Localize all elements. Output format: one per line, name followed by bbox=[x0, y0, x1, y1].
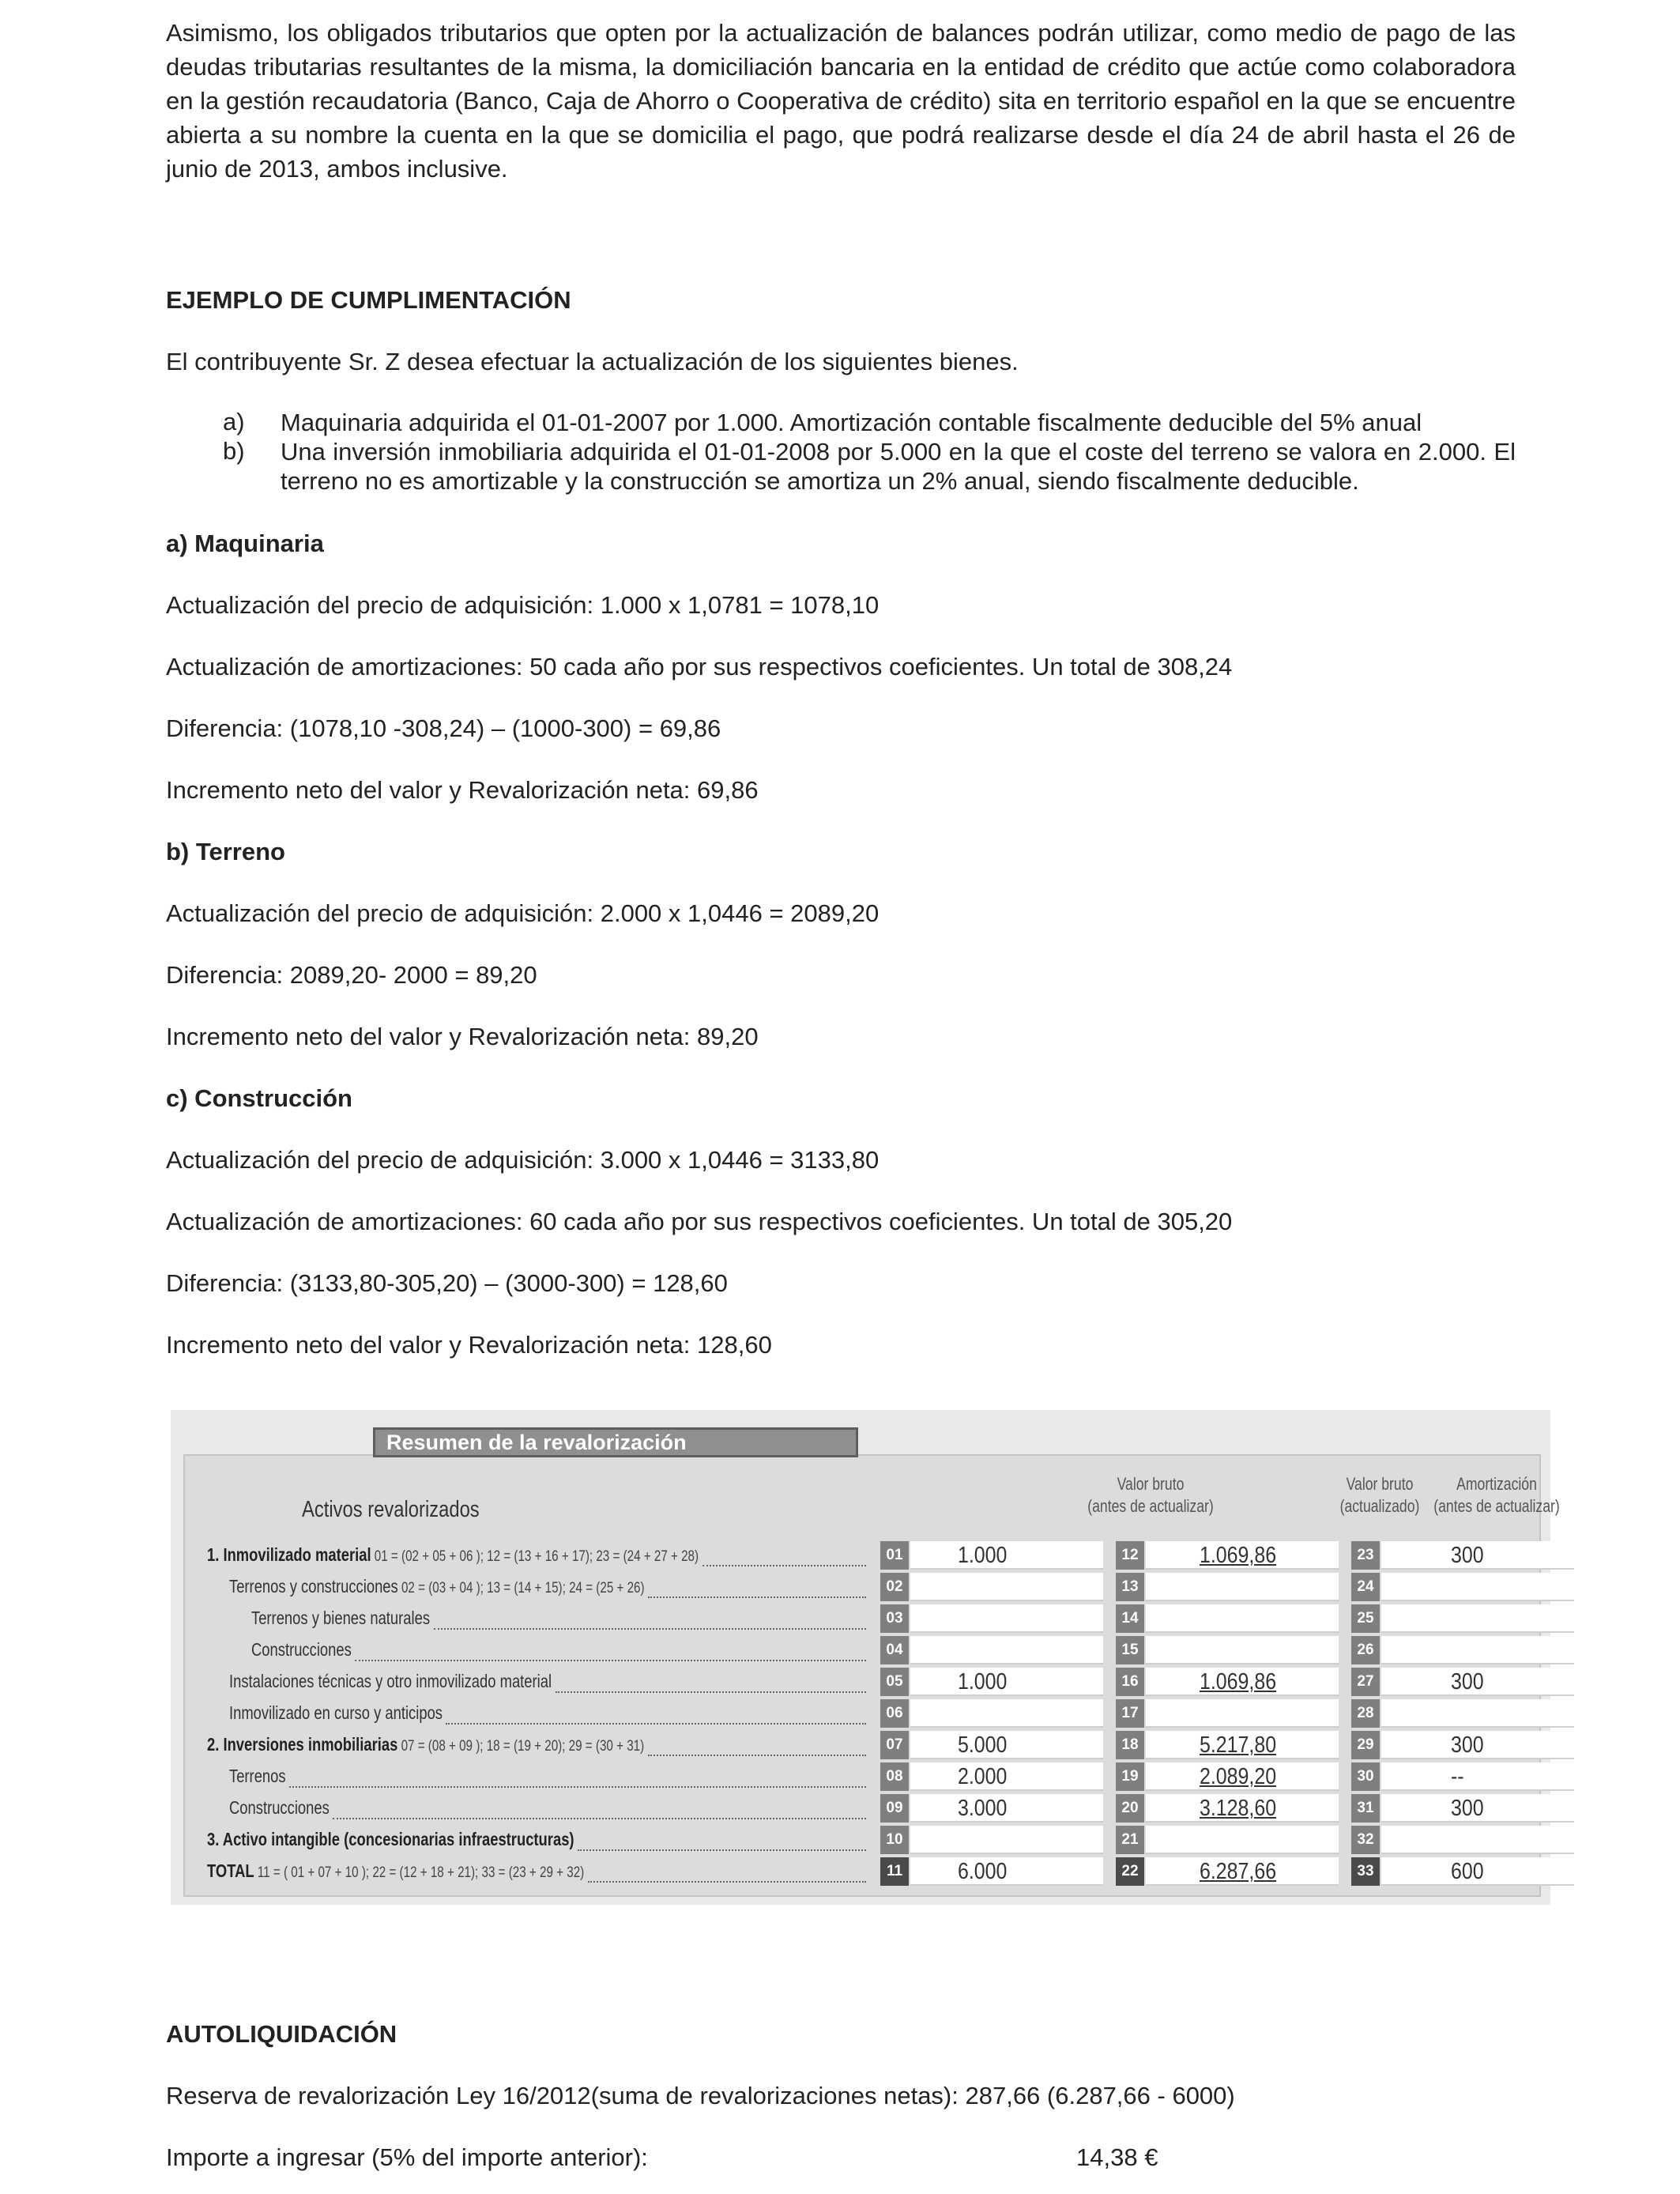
form-row-label bbox=[207, 1860, 584, 1882]
amount-field[interactable] bbox=[1381, 1762, 1574, 1791]
list-item-mark-a: a) bbox=[223, 408, 245, 435]
box-code-badge: 07 bbox=[880, 1731, 909, 1759]
form-row-label-text: Terrenos y bienes naturales bbox=[251, 1608, 431, 1628]
terreno-line-2: Diferencia: 2089,20- 2000 = 89,20 bbox=[166, 961, 537, 989]
amount-field[interactable] bbox=[1146, 1636, 1339, 1664]
form-row-label-text: Inmovilizado en curso y anticipos bbox=[229, 1702, 443, 1723]
amount-field[interactable] bbox=[1381, 1826, 1574, 1854]
form-row-label-bold: 1. Inmovilizado material bbox=[207, 1544, 371, 1565]
construccion-line-4: Incremento neto del valor y Revalorización neta: 128,60 bbox=[166, 1331, 772, 1359]
box-code-badge: 21 bbox=[1116, 1826, 1144, 1854]
form-row-label-bold: 2. Inversiones inmobiliarias bbox=[207, 1734, 398, 1755]
amount-value: 300 bbox=[1451, 1669, 1484, 1695]
maquinaria-line-1: Actualización del precio de adquisición: 1.000 x 1,0781 = 1078,10 bbox=[166, 591, 880, 619]
box-code-badge: 09 bbox=[880, 1794, 909, 1823]
form-row-label bbox=[229, 1766, 286, 1787]
form-row-label bbox=[229, 1797, 330, 1819]
box-code-badge: 32 bbox=[1351, 1826, 1380, 1854]
terreno-line-1: Actualización del precio de adquisición: 2.000 x 1,0446 = 2089,20 bbox=[166, 899, 880, 927]
amount-field[interactable] bbox=[910, 1604, 1103, 1633]
list-item-mark-b: b) bbox=[223, 437, 245, 465]
activos-header: Activos revalorizados bbox=[302, 1497, 480, 1522]
amount-value: 6.287,66 bbox=[1200, 1859, 1277, 1884]
col1-line2: (antes de actualizar) bbox=[1087, 1496, 1214, 1516]
form-row-label bbox=[207, 1829, 574, 1850]
amount-value: 300 bbox=[1451, 1732, 1484, 1758]
amount-value: 600 bbox=[1451, 1859, 1484, 1884]
amount-value: 1.000 bbox=[958, 1669, 1008, 1695]
dotted-leader bbox=[703, 1563, 866, 1566]
box-code-badge: 12 bbox=[1116, 1541, 1144, 1570]
box-code-badge: 04 bbox=[880, 1636, 909, 1664]
amount-field[interactable] bbox=[910, 1573, 1103, 1601]
box-code-badge: 27 bbox=[1351, 1668, 1380, 1696]
form-row-label-text: Construcciones bbox=[251, 1639, 352, 1660]
dotted-leader bbox=[446, 1721, 866, 1725]
amount-value: 5.217,80 bbox=[1200, 1732, 1277, 1758]
box-code-badge: 25 bbox=[1351, 1604, 1380, 1633]
amount-value: 1.069,86 bbox=[1200, 1543, 1277, 1568]
box-code-badge: 17 bbox=[1116, 1699, 1144, 1728]
amount-value: 1.000 bbox=[958, 1543, 1008, 1568]
amount-field[interactable] bbox=[910, 1699, 1103, 1728]
box-code-badge: 18 bbox=[1116, 1731, 1144, 1759]
box-code-badge: 08 bbox=[880, 1762, 909, 1791]
box-code-badge: 33 bbox=[1351, 1857, 1380, 1886]
form-row-label bbox=[251, 1608, 430, 1629]
form-row-label-text: Terrenos y construcciones bbox=[229, 1576, 398, 1596]
box-code-badge: 01 bbox=[880, 1541, 909, 1570]
box-code-badge: 11 bbox=[880, 1857, 909, 1886]
form-row-formula: 02 = (03 + 04 ); 13 = (14 + 15); 24 = (25 + 26) bbox=[397, 1580, 645, 1596]
box-code-badge: 14 bbox=[1116, 1604, 1144, 1633]
box-code-badge: 20 bbox=[1116, 1794, 1144, 1823]
autoliquidacion-heading: AUTOLIQUIDACIÓN bbox=[166, 2020, 397, 2048]
box-code-badge: 30 bbox=[1351, 1762, 1380, 1791]
example-heading: EJEMPLO DE CUMPLIMENTACIÓN bbox=[166, 286, 571, 314]
col3-line1: Amortización bbox=[1456, 1474, 1537, 1494]
amount-field[interactable] bbox=[1146, 1699, 1339, 1728]
box-code-badge: 10 bbox=[880, 1826, 909, 1854]
col-header-amortizacion bbox=[1414, 1473, 1579, 1517]
amount-field[interactable] bbox=[1146, 1826, 1339, 1854]
dotted-leader bbox=[578, 1848, 866, 1851]
dotted-leader bbox=[355, 1658, 866, 1661]
dotted-leader bbox=[434, 1627, 866, 1630]
construccion-line-1: Actualización del precio de adquisición: 3.000 x 1,0446 = 3133,80 bbox=[166, 1146, 880, 1174]
col1-line1: Valor bruto bbox=[1117, 1474, 1185, 1494]
example-lead: El contribuyente Sr. Z desea efectuar la actualización de los siguientes bienes. bbox=[166, 348, 1019, 375]
form-row-label-text: Terrenos bbox=[229, 1766, 286, 1786]
box-code-badge: 19 bbox=[1116, 1762, 1144, 1791]
dotted-leader bbox=[289, 1785, 866, 1788]
box-code-badge: 15 bbox=[1116, 1636, 1144, 1664]
box-code-badge: 02 bbox=[880, 1573, 909, 1601]
amount-value: 6.000 bbox=[958, 1859, 1008, 1884]
amount-field[interactable] bbox=[910, 1636, 1103, 1664]
box-code-badge: 31 bbox=[1351, 1794, 1380, 1823]
construccion-line-2: Actualización de amortizaciones: 60 cada año por sus respectivos coeficientes. Un total de 305,20 bbox=[166, 1208, 1233, 1235]
col3-line2: (antes de actualizar) bbox=[1433, 1496, 1560, 1516]
box-code-badge: 29 bbox=[1351, 1731, 1380, 1759]
form-row-label-text: Instalaciones técnicas y otro inmovilizado material bbox=[229, 1671, 552, 1691]
amount-value: 3.000 bbox=[958, 1796, 1008, 1821]
amount-field[interactable] bbox=[1146, 1573, 1339, 1601]
amount-value: 1.069,86 bbox=[1200, 1669, 1277, 1695]
amount-value: 2.089,20 bbox=[1200, 1764, 1277, 1789]
revalorizacion-form bbox=[171, 1410, 1560, 1905]
box-code-badge: 03 bbox=[880, 1604, 909, 1633]
terreno-line-3: Incremento neto del valor y Revalorización neta: 89,20 bbox=[166, 1023, 759, 1050]
autoliquidacion-amount: 14,38 € bbox=[1076, 2143, 1158, 2171]
dotted-leader bbox=[556, 1690, 866, 1693]
form-row-label-bold: TOTAL bbox=[207, 1860, 254, 1881]
amount-value: 300 bbox=[1451, 1796, 1484, 1821]
amount-value: 3.128,60 bbox=[1200, 1796, 1277, 1821]
form-row-label-text: Construcciones bbox=[229, 1797, 330, 1818]
form-row-label-bold: 3. Activo intangible (concesionarias infraestructuras) bbox=[207, 1829, 574, 1849]
amount-field[interactable] bbox=[1381, 1636, 1574, 1664]
form-row-label bbox=[207, 1544, 699, 1566]
amount-value: 2.000 bbox=[958, 1764, 1008, 1789]
construccion-heading: c) Construcción bbox=[166, 1084, 352, 1112]
box-code-badge: 28 bbox=[1351, 1699, 1380, 1728]
col2-line2: (actualizado) bbox=[1339, 1496, 1420, 1516]
maquinaria-line-3: Diferencia: (1078,10 -308,24) – (1000-300) = 69,86 bbox=[166, 714, 721, 742]
col-header-valor-bruto-antes bbox=[1068, 1473, 1233, 1517]
construccion-line-3: Diferencia: (3133,80-305,20) – (3000-300) = 128,60 bbox=[166, 1269, 728, 1297]
amount-field[interactable] bbox=[1146, 1604, 1339, 1633]
dotted-leader bbox=[648, 1595, 866, 1598]
dotted-leader bbox=[648, 1753, 866, 1756]
box-code-badge: 22 bbox=[1116, 1857, 1144, 1886]
form-row-formula: 11 = ( 01 + 07 + 10 ); 22 = (12 + 18 + 21); 33 = (23 + 29 + 32) bbox=[254, 1864, 585, 1881]
form-row-label bbox=[229, 1576, 645, 1597]
amount-field[interactable] bbox=[1381, 1699, 1574, 1728]
box-code-badge: 16 bbox=[1116, 1668, 1144, 1696]
box-code-badge: 05 bbox=[880, 1668, 909, 1696]
amount-field[interactable] bbox=[1381, 1573, 1574, 1601]
box-code-badge: 24 bbox=[1351, 1573, 1380, 1601]
dotted-leader bbox=[588, 1879, 866, 1883]
box-code-badge: 23 bbox=[1351, 1541, 1380, 1570]
autoliquidacion-line-1: Reserva de revalorización Ley 16/2012(suma de revalorizaciones netas): 287,66 (6.287,66 - 6000) bbox=[166, 2082, 1235, 2109]
autoliquidacion-line-2: Importe a ingresar (5% del importe anterior): bbox=[166, 2143, 648, 2171]
form-row-label bbox=[207, 1734, 644, 1755]
form-row-formula: 01 = (02 + 05 + 06 ); 12 = (13 + 16 + 17); 23 = (24 + 27 + 28) bbox=[371, 1548, 699, 1565]
maquinaria-line-4: Incremento neto del valor y Revalorización neta: 69,86 bbox=[166, 776, 759, 804]
form-row-label bbox=[229, 1671, 552, 1692]
form-row-formula: 07 = (08 + 09 ); 18 = (19 + 20); 29 = (30 + 31) bbox=[397, 1738, 645, 1755]
amount-value: -- bbox=[1451, 1764, 1464, 1789]
amount-value: 5.000 bbox=[958, 1732, 1008, 1758]
box-code-badge: 13 bbox=[1116, 1573, 1144, 1601]
form-title: Resumen de la revalorización bbox=[373, 1427, 858, 1457]
form-row-label bbox=[229, 1702, 443, 1724]
form-row-label bbox=[251, 1639, 352, 1661]
list-item-text-b: Una inversión inmobiliaria adquirida el 01-01-2008 por 5.000 en la que el coste del terreno se valora en 2.000. El terreno no es amortizable y la construcción se amortiza un 2% anual, siendo fiscalmente deducible. bbox=[281, 438, 1516, 495]
dotted-leader bbox=[333, 1816, 866, 1819]
amount-field[interactable] bbox=[910, 1826, 1103, 1854]
amount-field[interactable] bbox=[1381, 1604, 1574, 1633]
terreno-heading: b) Terreno bbox=[166, 838, 285, 865]
box-code-badge: 06 bbox=[880, 1699, 909, 1728]
intro-paragraph: Asimismo, los obligados tributarios que opten por la actualización de balances podrán utilizar, como medio de pago de las deudas tributarias resultantes de la misma, la domiciliación bancaria en la entidad de crédito que actúe como colaboradora en la gestión recaudatoria (Banco, Caja de Ahorro o Cooperativa de crédito) sita en territorio español en la que se encuentre abierta a su nombre la cuenta en la que se domicilia el pago, que podrá realizarse desde el día 24 de abril hasta el 26 de junio de 2013, ambos inclusive. bbox=[166, 19, 1516, 183]
col2-line1: Valor bruto bbox=[1346, 1474, 1414, 1494]
maquinaria-heading: a) Maquinaria bbox=[166, 530, 324, 557]
list-item-text-a: Maquinaria adquirida el 01-01-2007 por 1.000. Amortización contable fiscalmente deducible del 5% anual bbox=[281, 409, 1422, 436]
amount-value: 300 bbox=[1451, 1543, 1484, 1568]
box-code-badge: 26 bbox=[1351, 1636, 1380, 1664]
maquinaria-line-2: Actualización de amortizaciones: 50 cada año por sus respectivos coeficientes. Un total de 308,24 bbox=[166, 653, 1233, 680]
